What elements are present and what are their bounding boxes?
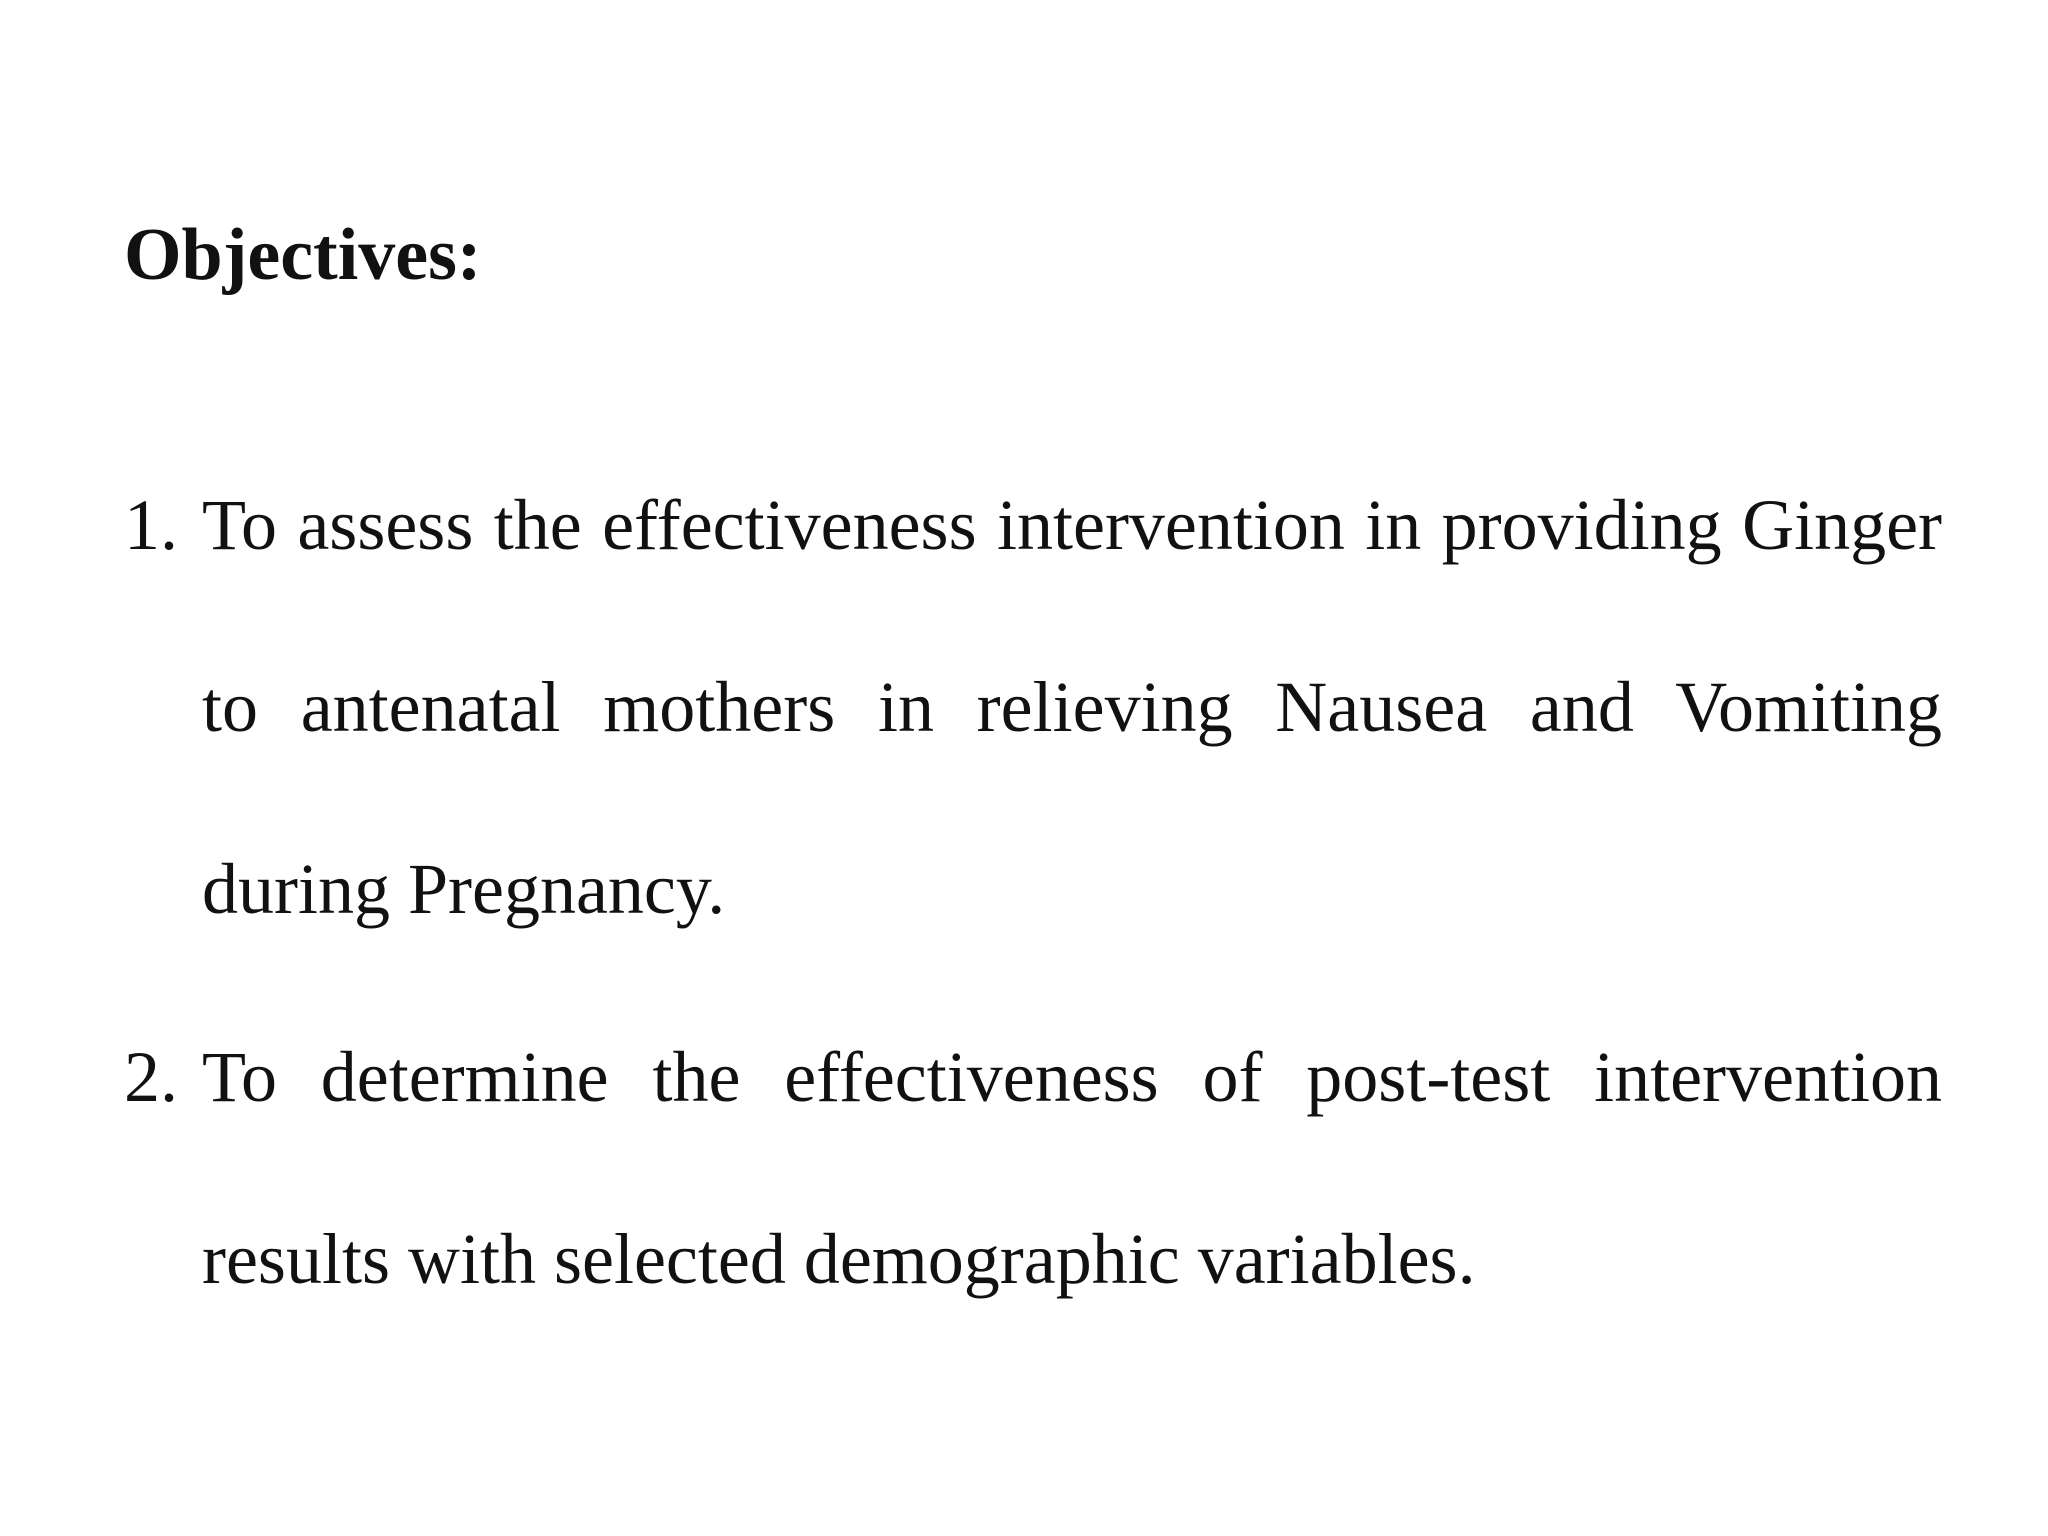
objective-item-2 — [124, 986, 1942, 1350]
objective-item-1 — [124, 434, 1942, 980]
objective-text: To assess the effectiveness intervention in providing Ginger to antenatal mothers in relieving Nausea and Vomiting during Pregnancy. — [202, 485, 1942, 929]
objectives-list — [124, 434, 1942, 1350]
objective-text: To determine the effectiveness of post-test intervention results with selected demographic variables. — [202, 1037, 1942, 1299]
objective-number: 2. — [124, 1037, 178, 1117]
objective-number: 1. — [124, 485, 178, 565]
objectives-heading: Objectives: — [124, 214, 482, 296]
